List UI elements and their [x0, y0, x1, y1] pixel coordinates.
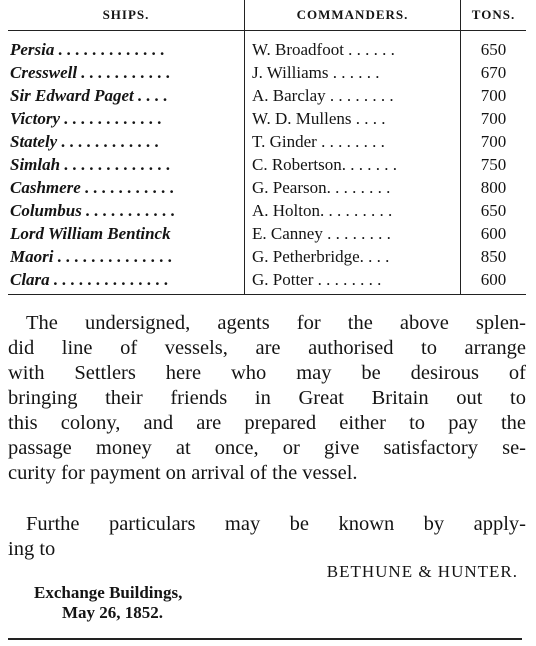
- ships-column-header: SHIPS.: [102, 7, 150, 22]
- paragraph-line: Furthe particulars may be known by apply-: [26, 513, 526, 535]
- tonnage: 650: [480, 201, 507, 220]
- table-row: [8, 222, 526, 245]
- ship-name: Sir Edward Paget . . . .: [10, 86, 168, 105]
- paragraph-line: bringing their friends in Great Britain out to: [8, 387, 526, 409]
- commander-name: J. Williams . . . . . .: [252, 63, 380, 82]
- paragraph-line: with Settlers here who may be desirous of: [8, 362, 526, 384]
- paragraph-line: curity for payment on arrival of the vessel.: [8, 462, 358, 484]
- tonnage: 650: [480, 40, 507, 59]
- tons-column-header: TONS.: [471, 7, 516, 22]
- tonnage: 700: [480, 86, 507, 105]
- tonnage: 600: [480, 224, 507, 243]
- paragraph-line: this colony, and are prepared either to pay the: [8, 412, 526, 434]
- tonnage: 850: [480, 247, 507, 266]
- tonnage: 700: [480, 132, 507, 151]
- ships-table: [8, 0, 526, 300]
- commander-name: A. Holton. . . . . . . . .: [252, 201, 393, 220]
- notice-paragraph: [8, 311, 526, 486]
- table-row: [8, 245, 526, 268]
- ship-name: Maori . . . . . . . . . . . . . .: [10, 247, 173, 266]
- bottom-rule: [8, 638, 522, 640]
- commander-name: E. Canney . . . . . . . .: [252, 224, 391, 243]
- tonnage: 700: [480, 109, 507, 128]
- tonnage: 600: [480, 270, 507, 289]
- commanders-column-header: COMMANDERS.: [296, 7, 409, 22]
- table-row: [8, 153, 526, 176]
- ship-name: Victory . . . . . . . . . . . .: [10, 109, 163, 128]
- commander-name: C. Robertson. . . . . . .: [252, 155, 397, 174]
- table-body: [8, 38, 526, 291]
- agent-signature: BETHUNE & HUNTER.: [326, 562, 518, 581]
- table-row: [8, 38, 526, 61]
- tonnage: 670: [480, 63, 507, 82]
- header-rule: [8, 30, 526, 31]
- ship-name: Lord William Bentinck: [10, 224, 171, 243]
- table-row: [8, 84, 526, 107]
- ship-name: Persia . . . . . . . . . . . . .: [10, 40, 165, 59]
- commander-name: G. Petherbridge. . . .: [252, 247, 390, 266]
- table-row: [8, 107, 526, 130]
- table-row: [8, 61, 526, 84]
- commander-name: G. Pearson. . . . . . . .: [252, 178, 391, 197]
- ship-name: Cresswell . . . . . . . . . . .: [10, 63, 171, 82]
- table-row: [8, 268, 526, 291]
- notice-paragraph: [8, 512, 526, 562]
- table-row: [8, 130, 526, 153]
- ship-name: Clara . . . . . . . . . . . . . .: [10, 270, 169, 289]
- table-row: [8, 176, 526, 199]
- ship-name: Columbus . . . . . . . . . . .: [10, 201, 176, 220]
- commander-name: W. Broadfoot . . . . . .: [252, 40, 395, 59]
- paragraph-line: passage money at once, or give satisfactory se-: [8, 437, 526, 459]
- date-line: May 26, 1852.: [62, 603, 164, 622]
- commander-name: A. Barclay . . . . . . . .: [252, 86, 394, 105]
- commander-name: W. D. Mullens . . . .: [252, 109, 386, 128]
- tonnage: 800: [480, 178, 507, 197]
- paragraph-line: did line of vessels, are authorised to arrange: [8, 337, 526, 359]
- tonnage: 750: [480, 155, 507, 174]
- table-row: [8, 199, 526, 222]
- paragraph-line: The undersigned, agents for the above splen-: [26, 312, 526, 334]
- ship-name: Cashmere . . . . . . . . . . .: [10, 178, 175, 197]
- ship-name: Simlah . . . . . . . . . . . . .: [10, 155, 171, 174]
- ship-name: Stately . . . . . . . . . . . .: [10, 132, 160, 151]
- commander-name: T. Ginder . . . . . . . .: [252, 132, 385, 151]
- table-bottom-rule: [8, 294, 526, 295]
- paragraph-line: ing to: [8, 538, 56, 560]
- commander-name: G. Potter . . . . . . . .: [252, 270, 382, 289]
- address-line: Exchange Buildings,: [34, 583, 183, 602]
